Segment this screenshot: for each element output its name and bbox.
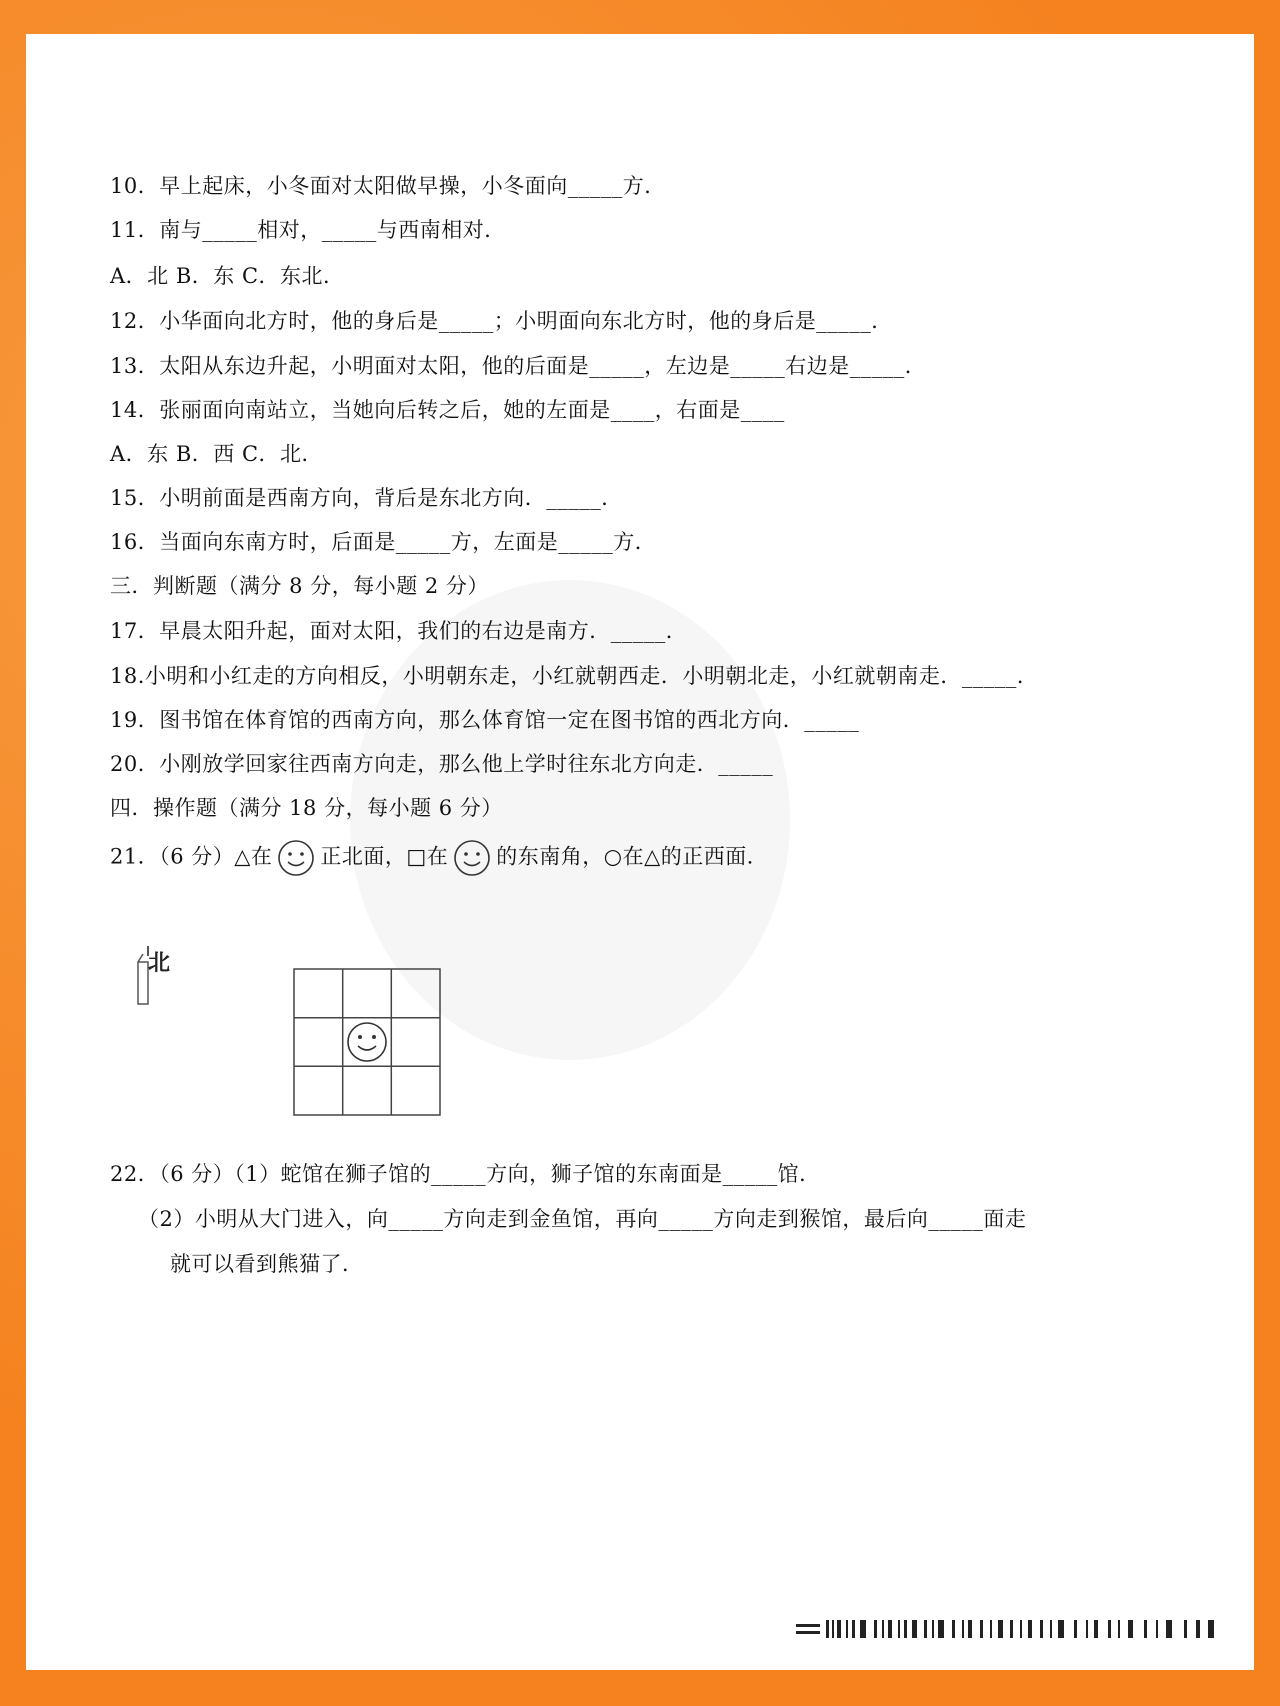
grid-smiley-icon: [348, 1023, 386, 1061]
question-11-options: A．北 B．东 C．东北．: [110, 264, 345, 288]
smiley-icon: [452, 838, 492, 878]
question-21-part-a: 21．（6 分）△在: [110, 844, 273, 869]
question-19: 19．图书馆在体育馆的西南方向，那么体育馆一定在图书馆的西北方向．_____: [110, 708, 860, 732]
question-20: 20．小刚放学回家往西南方向走，那么他上学时往东北方向走．_____: [110, 752, 774, 776]
question-22: 22．（6 分）（1）蛇馆在狮子馆的_____方向，狮子馆的东南面是_____馆．: [110, 1162, 821, 1186]
question-21-part-c: 的东南角，○在△的正西面．: [496, 844, 769, 869]
question-22-part-2-cont: 就可以看到熊猫了．: [170, 1252, 364, 1276]
question-16: 16．当面向东南方时，后面是_____方，左面是_____方．: [110, 530, 657, 554]
position-grid: [293, 968, 441, 1116]
question-21-part-b: 正北面，□在: [320, 844, 449, 869]
question-12: 12．小华面向北方时，他的身后是_____；小明面向东北方时，他的身后是_____．: [110, 309, 893, 333]
question-22-part-2: （2）小明从大门进入，向_____方向走到金鱼馆，再向_____方向走到猴馆，最后向_____面走: [138, 1207, 1027, 1231]
question-14-options: A．东 B．西 C．北．: [110, 442, 324, 466]
question-10: 10．早上起床，小冬面对太阳做早操，小冬面向_____方．: [110, 174, 666, 198]
section-4-heading: 四．操作题（满分 18 分，每小题 6 分）: [110, 796, 503, 820]
question-11: 11．南与_____相对，_____与西南相对．: [110, 218, 506, 242]
question-13: 13．太阳从东边升起，小明面对太阳，他的后面是_____，左边是_____右边是_____．: [110, 354, 927, 378]
question-17: 17．早晨太阳升起，面对太阳，我们的右边是南方．_____．: [110, 619, 688, 643]
page-footer-barcode: [796, 1618, 1216, 1640]
question-21: [110, 838, 768, 878]
compass-north-label: 北: [148, 951, 171, 976]
question-14: 14．张丽面向南站立，当她向后转之后，她的左面是____，右面是____: [110, 398, 785, 422]
smiley-icon: [276, 838, 316, 878]
section-3-heading: 三．判断题（满分 8 分，每小题 2 分）: [110, 574, 489, 598]
question-15: 15．小明前面是西南方向，背后是东北方向．_____．: [110, 486, 623, 510]
question-18: 18.小明和小红走的方向相反，小明朝东走，小红就朝西走．小明朝北走，小红就朝南走．_____．: [110, 664, 1039, 688]
